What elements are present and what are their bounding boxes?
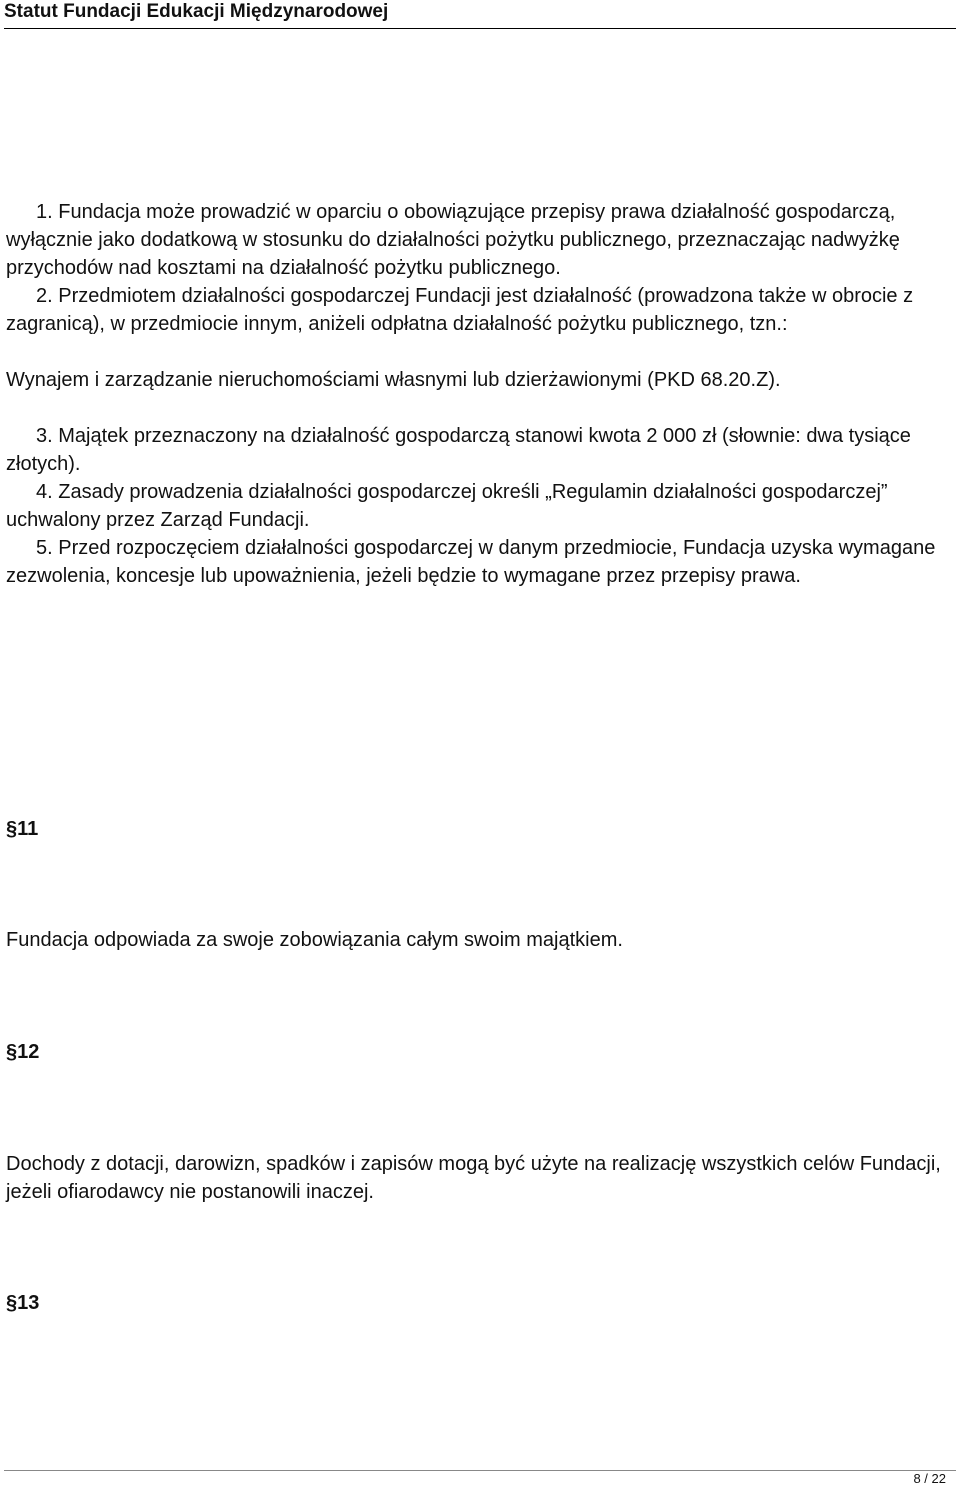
paragraph-5: 5. Przed rozpoczęciem działalności gospodarczej w danym przedmiocie, Fundacja uzyska wymagane zezwolenia, koncesje lub upoważnienia, jeżeli będzie to wymagane przez przepisy prawa. [6, 537, 936, 587]
section-13-heading [6, 1291, 39, 1315]
page-number: 8 / 22 [913, 1471, 946, 1486]
paragraph-2: 2. Przedmiotem działalności gospodarczej Fundacji jest działalność (prowadzona także w obrocie z zagranicą), w przedmiocie innym, aniżeli odpłatna działalność pożytku publicznego, tzn.: [6, 285, 914, 335]
paragraph-2-activity: Wynajem i zarządzanie nieruchomościami własnymi lub dzierżawionymi (PKD 68.20.Z). [6, 369, 781, 391]
paragraph-1: 1. Fundacja może prowadzić w oparciu o obowiązujące przepisy prawa działalność gospodarczą, wyłącznie jako dodatkową w stosunku do działalności pożytku publicznego, przeznaczając nadwyżkę przychodów nad kosztami na działalność pożytku publicznego. [6, 201, 900, 279]
paragraph-4: 4. Zasady prowadzenia działalności gospodarczej określi „Regulamin działalności gospodarczej” uchwalony przez Zarząd Fundacji. [6, 481, 888, 531]
section-11-heading [6, 817, 38, 841]
paragraph-3: 3. Majątek przeznaczony na działalność gospodarczą stanowi kwota 2 000 zł (słownie: dwa tysiące złotych). [6, 425, 911, 475]
section-sign-icon: § [6, 818, 18, 840]
section-13-number: 13 [17, 1292, 40, 1314]
header-divider [4, 28, 956, 29]
document-title: Statut Fundacji Edukacji Międzynarodowej [4, 1, 389, 22]
section-12-text: Dochody z dotacji, darowizn, spadków i zapisów mogą być użyte na realizację wszystkich celów Fundacji, jeżeli ofiarodawcy nie postanowili inaczej. [6, 1153, 941, 1203]
page-header [4, 1, 956, 29]
section-12-heading [6, 1040, 39, 1064]
footer-divider [4, 1470, 956, 1471]
section-sign-icon: § [6, 1041, 18, 1063]
section-sign-icon: § [6, 1292, 18, 1314]
section-11-number: 11 [17, 818, 39, 840]
section-11-text: Fundacja odpowiada za swoje zobowiązania całym swoim majątkiem. [6, 929, 623, 951]
section-12-number: 12 [17, 1041, 40, 1063]
